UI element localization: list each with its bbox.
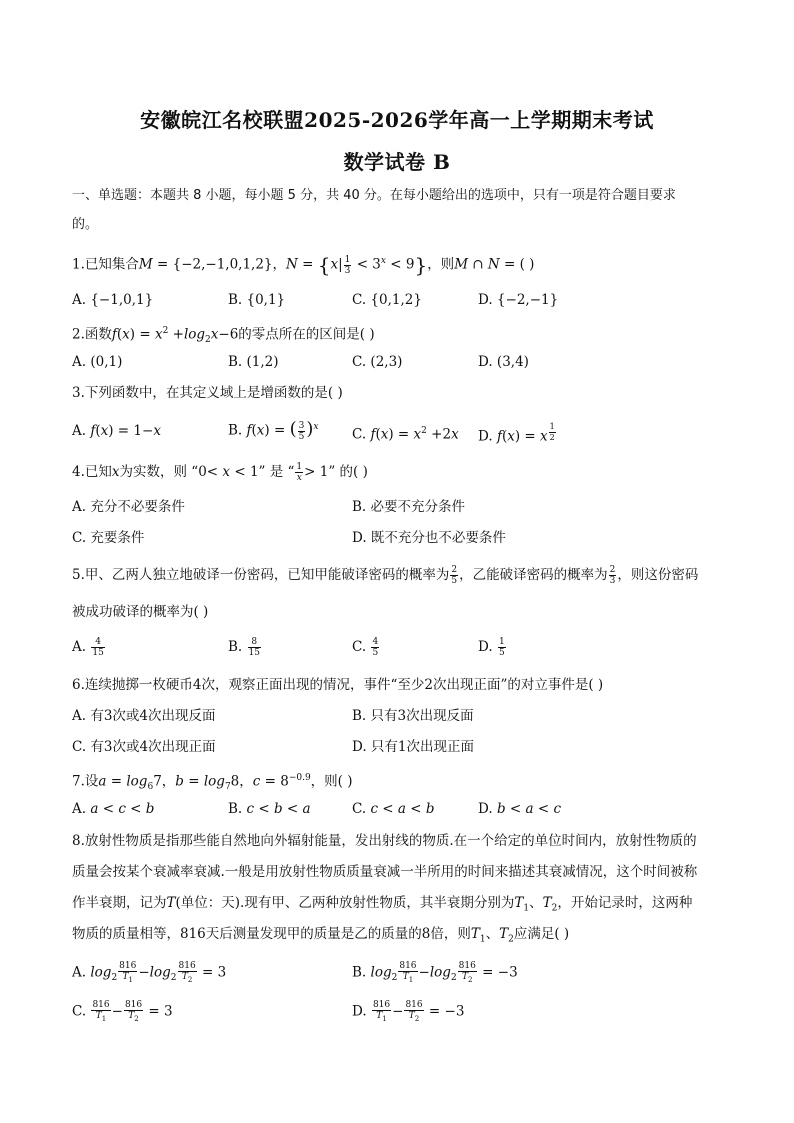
- q1-option-a: A. {−1,0,1}: [72, 292, 154, 308]
- question-8-line2: 质量会按某个衰减率衰减.一般是用放射性物质质量衰减一半所用的时间来描述其衰减情况，这个时间被称: [72, 864, 698, 880]
- q4-option-d: D. 既不充分也不必要条件: [352, 530, 506, 546]
- q6-option-d: D. 只有1次出现正面: [352, 739, 475, 755]
- question-3: 3.下列函数中，在其定义域上是增函数的是( ): [72, 385, 343, 401]
- q5-option-a: A. $\frac{4}{15}$: [72, 637, 104, 658]
- q8-option-b: B. $\log_2$ $\frac{816}{T_1}$ $-\log_2$ $\frac{816}{T_2}$ = −3: [352, 961, 518, 984]
- q4-option-c: C. 充要条件: [72, 530, 145, 546]
- q5-option-d: D. $\frac{1}{5}$: [478, 637, 505, 658]
- q2-option-c: C. (2,3): [352, 354, 403, 370]
- q7-option-c: C. c < a < b: [352, 801, 435, 817]
- q2-option-d: D. (3,4): [478, 354, 529, 370]
- section-instruction: 一、单选题：本题共 8 小题，每小题 5 分，共 40 分。在每小题给出的选项中，只有一项是符合题目要求: [72, 188, 676, 203]
- question-5-cont: 被成功破译的概率为( ): [72, 604, 209, 620]
- q3-option-c: C. $f(x) = x^2 +2x$: [352, 426, 459, 443]
- q1-option-c: C. {0,1,2}: [352, 292, 422, 308]
- q2-option-a: A. (0,1): [72, 354, 123, 370]
- question-1: 1.已知集合M = {−2,−1,0,1,2}，N = {x| $\frac{1}{3}$ < $3^x < 9$}，则M ∩ N = ( ): [72, 253, 535, 277]
- q1-option-d: D. {−2,−1}: [478, 292, 559, 308]
- question-4: 4.已知x为实数，则 “0< x < 1” 是 “ $\frac{1}{x}$ > 1” 的( ): [72, 462, 368, 483]
- q5-option-b: B. $\frac{8}{15}$: [228, 637, 260, 658]
- q6-option-a: A. 有3次或4次出现反面: [72, 708, 216, 724]
- q8-option-a: A. $\log_2$ $\frac{816}{T_1}$ $-\log_2$ $\frac{816}{T_2}$ = 3: [72, 961, 227, 984]
- q2-option-b: B. (1,2): [228, 354, 279, 370]
- q5-option-c: C. $\frac{4}{5}$: [352, 637, 379, 658]
- q7-option-b: B. c < b < a: [228, 801, 311, 817]
- q6-option-b: B. 只有3次出现反面: [352, 708, 474, 724]
- question-8-line3: 作半衰期，记为T(单位：天).现有甲、乙两种放射性物质，其半衰期分别为$T_1$、$T_2$，开始记录时，这两种: [72, 895, 693, 914]
- q6-option-c: C. 有3次或4次出现正面: [72, 739, 216, 755]
- question-6: 6.连续抛掷一枚硬币4次，观察正面出现的情况，事件“至少2次出现正面”的对立事件是( ): [72, 677, 604, 693]
- q3-option-b: B. f(x) = ( $\frac{3}{5}$ )$^x$: [228, 418, 319, 442]
- q4-option-b: B. 必要不充分条件: [352, 499, 466, 515]
- question-2: 2.函数$f(x) = x^2 +\log_2x-6$的零点所在的区间是( ): [72, 326, 375, 346]
- q7-option-d: D. b < a < c: [478, 801, 562, 817]
- q7-option-a: A. a < c < b: [72, 801, 155, 817]
- q3-option-a: A. f(x) = 1−x: [72, 423, 161, 439]
- q8-option-d: D. $\frac{816}{T_1}$ − $\frac{816}{T_2}$ = −3: [352, 1000, 465, 1023]
- question-7: 7.设$a = \log_67$，$b = \log_78$，$c = 8^{-0.9}$，则( ): [72, 773, 353, 793]
- question-8: 8.放射性物质是指那些能自然地向外辐射能量，发出射线的物质.在一个给定的单位时间内，放射性物质的: [72, 833, 697, 849]
- exam-subtitle: 数学试卷 B: [343, 150, 451, 174]
- question-8-line4: 物质的质量相等，816天后测量发现甲的质量是乙的质量的8倍，则$T_1$、$T_2$应满足( ): [72, 926, 570, 945]
- exam-title: 安徽皖江名校联盟2025-2026学年高一上学期期末考试: [140, 108, 654, 132]
- q4-option-a: A. 充分不必要条件: [72, 499, 185, 515]
- q1-option-b: B. {0,1}: [228, 292, 286, 308]
- q8-option-c: C. $\frac{816}{T_1}$ − $\frac{816}{T_2}$ = 3: [72, 1000, 173, 1023]
- q3-option-d: D. f(x) = x $^{\frac{1}{2}}$: [478, 422, 555, 445]
- question-5: 5.甲、乙两人独立地破译一份密码，已知甲能破译密码的概率为 $\frac{2}{5}$ ，乙能破译密码的概率为 $\frac{2}{3}$ ，则这份密码: [72, 565, 699, 586]
- section-instruction-cont: 的。: [72, 217, 99, 232]
